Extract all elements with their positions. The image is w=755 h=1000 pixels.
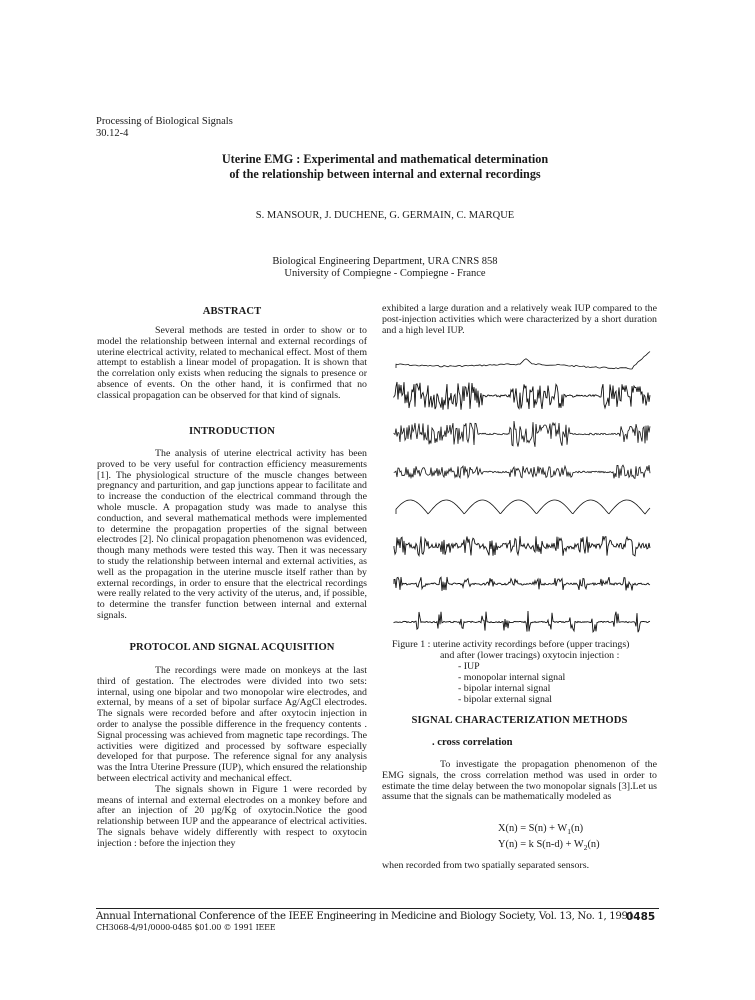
page-number: 0485 [626,911,656,923]
caption-item: - bipolar external signal [458,693,553,705]
methods-heading: SIGNAL CHARACTERIZATION METHODS [411,715,628,726]
protocol-para-1: The recordings were made on monkeys at the last third of gestation. The electrodes were divided into two sets: internal, using one bipolar and two monopolar wire electrodes, and external, by means of a set of bipolar surface Ag/AgCl electrodes. The signals were recorded before and after oxytocin injection in order to analyse the possible difference in the frequency contents . Signal processing was achieved from magnetic tape recordings. The activities were digitized and processed by software especially developed for that purpose. The reference signal for any analysis was the Intra Uterine Pressure (IUP), which ensured the relationship between electrical activity and mechanical effect. [97,665,367,784]
methods-text: To investigate the propagation phenomenon of the EMG signals, the cross correlation method was used in order to estimate the time delay between the two monopolar signals [3].Let us assume that the signals can be mathematically modeled as [382,759,657,803]
figure-1 [392,346,654,634]
title-line-1: Uterine EMG : Experimental and mathematical determination [221,152,549,166]
footer-conference: Annual International Conference of the IEEE Engineering in Medicine and Biology Society, Vol. 13, No. 1, 1991 [96,911,634,922]
methods-after-text: when recorded from two spatially separated sensors. [382,860,590,871]
header-section: Processing of Biological Signals [96,116,233,127]
methods-subheading: . cross correlation [432,737,513,748]
abstract-text: Several methods are tested in order to show or to model the relationship between internal and external recordings of uterine electrical activity, related to mechanical effect. Most of them attempt to establish a linear model of propagation. It is shown that the correlation only exists when reducing the signals to presence or absence of events. On the other hand, it is confirmed that no classical propagation can be observed for that kind of signals. [97,325,367,401]
equations [498,823,600,854]
protocol-para-2: The signals shown in Figure 1 were recorded by means of internal and external electrodes on a monkey before and after an injection of 20 µg/Kg of oxytocin.Notice the good relationship between IUP and the appearance of electrical activities. The signals behave widely differently with respect to oxytocin injection : before the injection they [97,783,367,849]
paper-title [150,152,620,182]
methods-after [382,861,657,872]
equation-x: $X(n) = S(n) + W_1(n)$ [498,823,584,837]
affiliation [150,256,620,280]
caption-line-1: Figure 1 : uterine activity recordings before (upper tracings) [392,639,630,650]
emg-recordings-plot [392,346,654,634]
introduction-heading: INTRODUCTION [189,426,275,437]
title-line-2: of the relationship between internal and external recordings [229,167,541,181]
abstract-heading: ABSTRACT [202,306,262,317]
figure-caption [392,640,662,705]
protocol-body [97,666,367,850]
header-code: 30.12-4 [96,128,129,139]
equation-y: Y(n) = k $S(n-d) + W_2(n)$ [498,838,600,852]
introduction-body [97,449,367,622]
caption-item: - bipolar internal signal [458,682,551,694]
footer-divider [96,908,659,909]
right-column-continuation [382,304,657,336]
methods-body [382,760,657,803]
footer-copyright: CH3068-4/91/0000-0485 $01.00 © 1991 IEEE [96,923,276,932]
affiliation-line-2: University of Compiegne - Compiegne - France [284,268,486,279]
abstract-body [97,326,367,402]
affiliation-line-1: Biological Engineering Department, URA CNRS 858 [272,256,498,267]
authors: S. MANSOUR, J. DUCHENE, G. GERMAIN, C. MARQUE [255,210,515,221]
caption-item: - IUP [458,660,480,672]
caption-line-2: and after (lower tracings) oxytocin injection : [440,649,620,661]
continuation-text: exhibited a large duration and a relatively weak IUP compared to the post-injection activities which were characterized by a short duration and a high level IUP. [382,303,657,336]
caption-item: - monopolar internal signal [458,671,566,683]
running-header [96,116,233,140]
introduction-text: The analysis of uterine electrical activity has been proved to be very useful for contraction efficiency measurements [1]. The physiological structure of the muscle changes between pregnancy and parturition, and gap junctions appear to facilitate and to increase the conduction of the electrical command through the whole muscle. A propagation study was made to analyse this conduction, and several mathematical methods were implemented to determine the propagation properties of the signal between electrodes [2]. No clinical propagation phenomenon was evidenced, though many methods were tested this way. Then it was necessary to study the relationship between internal and external activities, as well as the propagation in the uterine muscle itself rather than by external recordings, in order to ensure that the electrical recordings were really related to the very activity of the uterus, and, if possible, to determine the transfer function between internal and external signals. [97,448,367,621]
protocol-heading: PROTOCOL AND SIGNAL ACQUISITION [129,642,335,653]
